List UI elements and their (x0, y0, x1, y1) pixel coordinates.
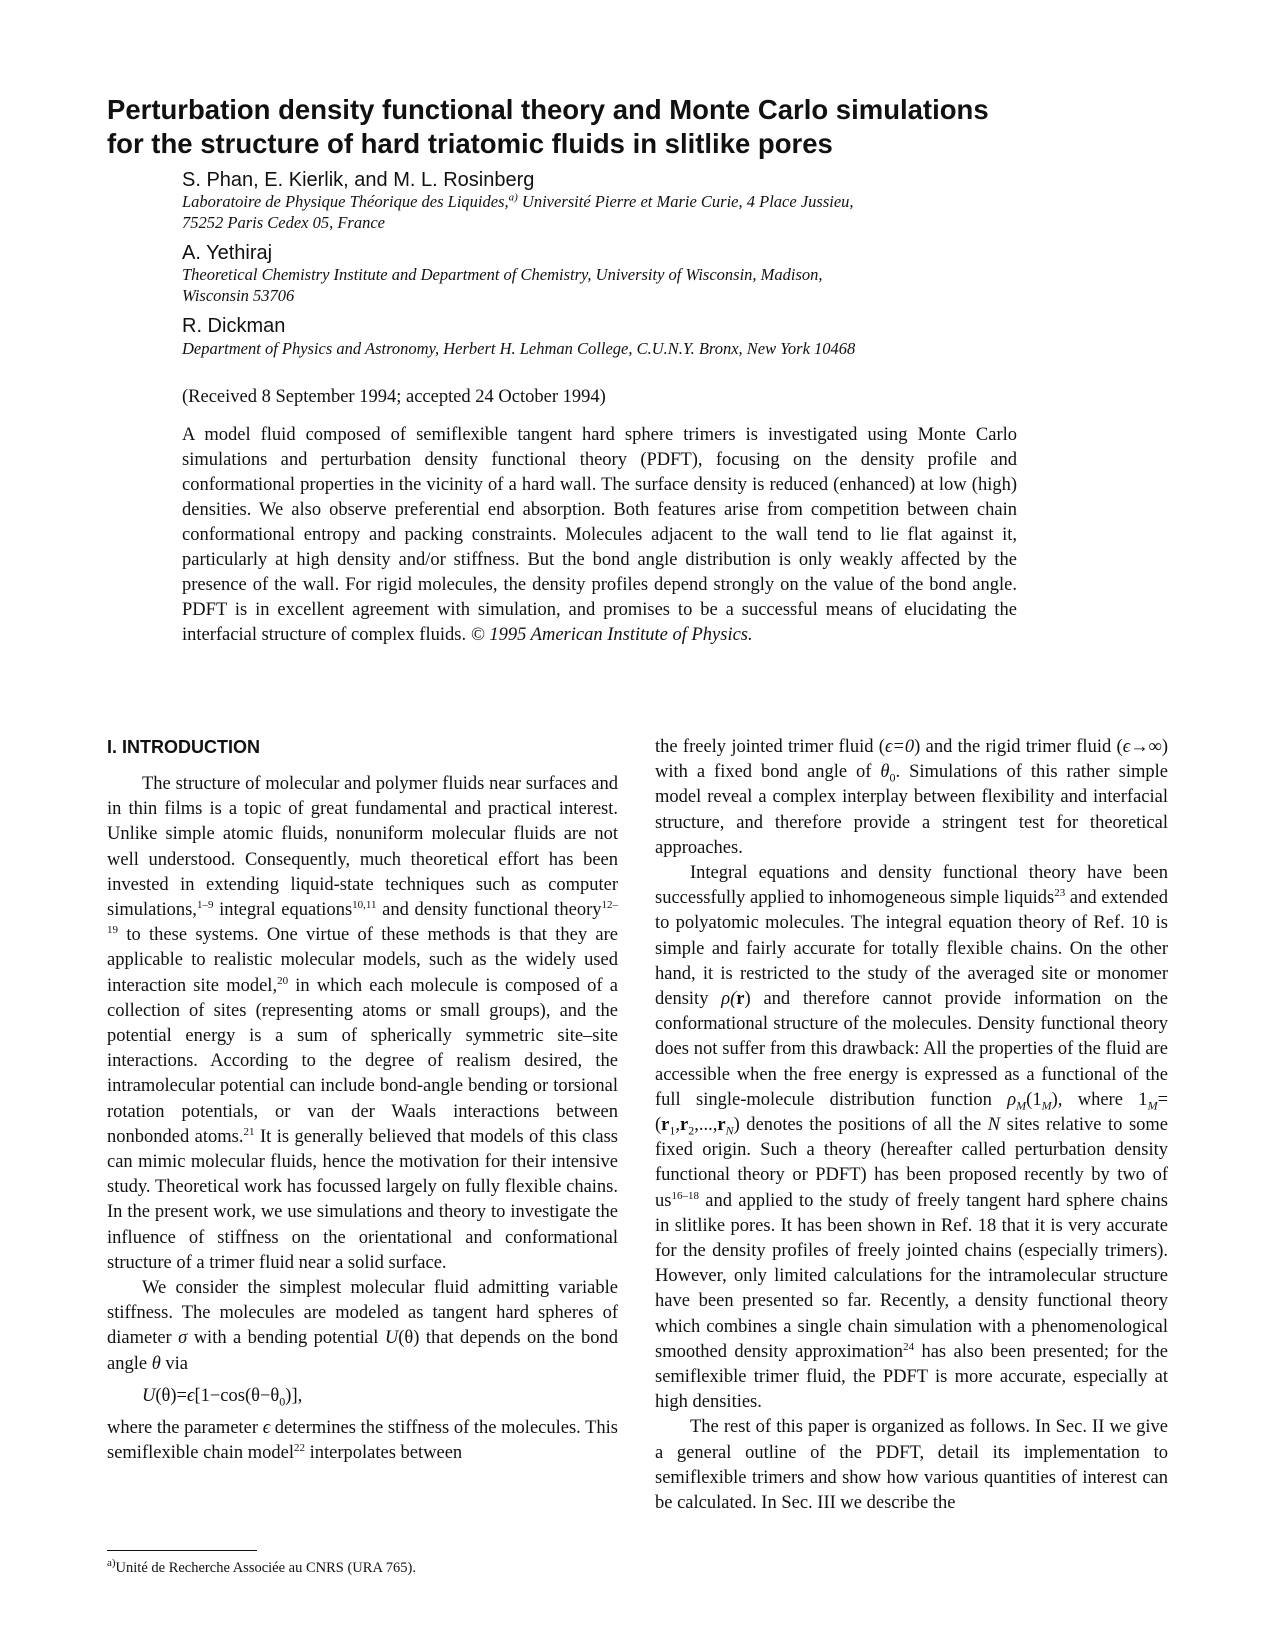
paper-title (107, 93, 1107, 161)
right-column (655, 735, 1168, 1516)
intro-paragraph-1: The structure of molecular and polymer fluids near surfaces and in thin films is a topic of great fundamental and practical interest. Unlike simple atomic fluids, nonuniform molecular fluids are not well understood. Consequently, much theoretical effort has been invested in extending liquid-state techniques such as computer simulations,$^{1-9}$ integral equations$^{10,11}$ and density functional theory$^{12-19}$ to these systems. One virtue of these methods is that they are applicable to realistic molecular models, such as the widely used interaction site model,$^{20}$ in which each molecule is composed of a collection of sites (representing atoms or small groups), and the potential energy is a sum of spherically symmetric site–site interactions. According to the degree of realism desired, the intramolecular potential can include bond-angle bending or torsional rotation potentials, or van der Waals interactions between nonbonded atoms.$^{21}$ It is generally believed that models of this class can mimic molecular fluids, hence the motivation for their intensive study. Theoretical work has focussed largely on fully flexible chains. In the present work, we use simulations and theory to investigate the influence of stiffness on the orientational and conformational structure of a trimer fluid near a solid surface. (107, 774, 618, 1273)
intro-paragraph-6: The rest of this paper is organized as follows. In Sec. II we give a general outline of the PDFT, detail its implementation to semiflexible trimers and show how various quantities of interest can be calculated. In Sec. III we describe the (655, 1417, 1168, 1514)
author-group-3: R. Dickman (182, 315, 286, 337)
intro-paragraph-5: Integral equations and density functional theory have been successfully applied to inhomogeneous simple liquids$^{23}$ and extended to polyatomic molecules. The integral equation theory of Ref. 10 is simple and fairly accurate for totally flexible chains. On the other hand, it is restricted to the study of the averaged site or monomer density ρ(r) and therefore cannot provide information on the conformational structure of the molecules. Density functional theory does not suffer from this drawback: All the properties of the fluid are accessible when the free energy is expressed as a functional of the full single-molecule distribution function $\rho_M(1_M)$, where $1_M=(r_1,r_2,...,r_N)$ denotes the positions of all the N sites relative to some fixed origin. Such a theory (hereafter called perturbation density functional theory or PDFT) has been proposed recently by two of $us^{16-18}$ and applied to the study of freely tangent hard sphere chains in slitlike pores. It has been shown in Ref. 18 that it is very accurate for the density profiles of freely jointed chains (especially trimers). However, only limited calculations for the intramolecular structure have been presented so far. Recently, a density functional theory which combines a single chain simulation with a phenomenological smoothed density approximation$^{24}$ has also been presented; for the semiflexible trimer fluid, the PDFT is more accurate, especially at high densities. (655, 863, 1168, 1413)
title-line-1: Perturbation density functional theory and Monte Carlo simulations (107, 94, 989, 125)
affiliation-footnote-mark: a) (508, 191, 518, 204)
left-column (107, 735, 618, 1466)
abstract-text: A model fluid composed of semiflexible tangent hard sphere trimers is investigated using Monte Carlo simulations and perturbation density functional theory (PDFT), focusing on the density profile and conformational properties in the vicinity of a hard wall. The surface density is reduced (enhanced) at low (high) densities. We also observe preferential end absorption. Both features arise from competition between chain conformational entropy and packing constraints. Molecules adjacent to the wall tend to lie flat against it, particularly at high density and/or stiffness. But the bond angle distribution is only weakly affected by the presence of the wall. For rigid molecules, the density profiles depend strongly on the value of the bond angle. PDFT is in excellent agreement with simulation, and promises to be a successful means of elucidating the interfacial structure of complex fluids. (182, 425, 1017, 645)
received-dates: (Received 8 September 1994; accepted 24 October 1994) (182, 387, 606, 407)
section-heading: I. INTRODUCTION (107, 737, 260, 757)
footnote: $^{a)}$Unité de Recherche Associée au CNRS (URA 765). (107, 1557, 416, 1576)
author-group-1: S. Phan, E. Kierlik, and M. L. Rosinberg (182, 169, 535, 191)
intro-paragraph-3: where the parameter ϵ determines the stiffness of the molecules. This semiflexible chain model$^{22}$ interpolates between (107, 1418, 618, 1464)
title-line-2: for the structure of hard triatomic fluids in slitlike pores (107, 128, 833, 159)
bending-potential-equation: $U(\theta)=\epsilon[1-\cos(\theta-\theta_0)]$, (142, 1385, 303, 1409)
affiliation-3: Department of Physics and Astronomy, Herbert H. Lehman College, C.U.N.Y. Bronx, New York 10468 (182, 339, 856, 358)
affiliation-1: Laboratoire de Physique Théorique des Liquides,$^{a)}$ Université Pierre et Marie Curie, 4 Place Jussieu, 75252 Paris Cedex 05, France (182, 191, 854, 232)
author-group-2: A. Yethiraj (182, 242, 273, 264)
affiliation-2: Theoretical Chemistry Institute and Department of Chemistry, University of Wisconsin, Madison, Wisconsin 53706 (182, 265, 823, 305)
footnote-divider (107, 1550, 257, 1551)
copyright-notice: © 1995 American Institute of Physics. (470, 625, 753, 645)
intro-paragraph-4: the freely jointed trimer fluid (ϵ=0) and the rigid trimer fluid (ϵ→∞) with a fixed bond angle of $\theta_0$. Simulations of this rather simple model reveal a complex interplay between flexibility and interfacial structure, and therefore provide a stringent test for theoretical approaches. (655, 737, 1169, 858)
intro-paragraph-2: We consider the simplest molecular fluid admitting variable stiffness. The molecules are modeled as tangent hard spheres of diameter σ with a bending potential U(θ) that depends on the bond angle θ via (107, 1278, 619, 1374)
abstract (182, 423, 1017, 648)
